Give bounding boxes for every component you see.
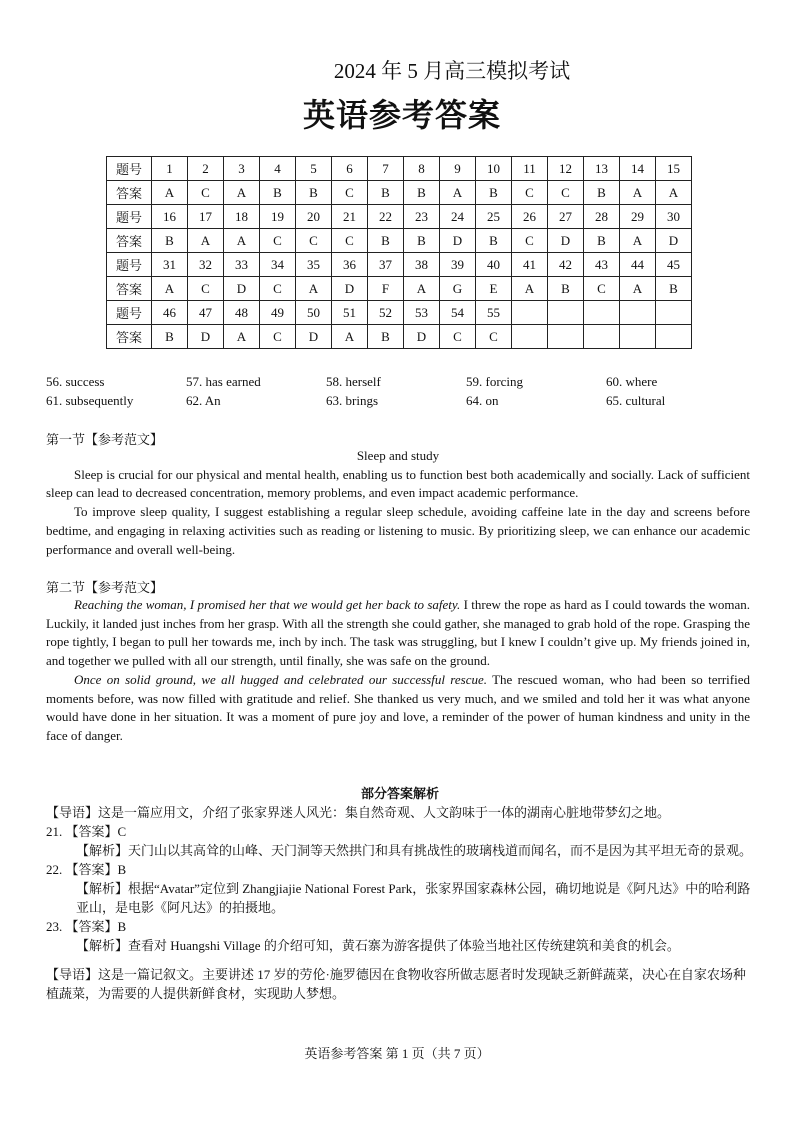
table-cell: E <box>476 277 512 301</box>
table-cell: A <box>296 277 332 301</box>
document-title: 英语参考答案 <box>302 96 501 134</box>
table-cell: 27 <box>548 205 584 229</box>
fill-blank-answer: 60. where <box>606 374 658 389</box>
answer-table-row <box>107 229 692 253</box>
row-label: 题号 <box>107 301 152 325</box>
table-cell: G <box>440 277 476 301</box>
table-cell: 4 <box>260 157 296 181</box>
fill-blank-answers <box>46 372 766 410</box>
table-cell: C <box>332 229 368 253</box>
answer-line: 21. 【答案】C <box>46 824 127 839</box>
answer-table-row <box>107 205 692 229</box>
table-cell: 17 <box>188 205 224 229</box>
table-cell: 2 <box>188 157 224 181</box>
table-cell: A <box>152 181 188 205</box>
row-label: 题号 <box>107 157 152 181</box>
table-cell: 53 <box>404 301 440 325</box>
table-cell: 8 <box>404 157 440 181</box>
section1-heading: 第一节【参考范文】 <box>46 432 164 447</box>
table-cell <box>512 325 548 349</box>
table-cell: C <box>260 229 296 253</box>
table-cell: A <box>332 325 368 349</box>
row-label: 答案 <box>107 277 152 301</box>
table-cell: A <box>512 277 548 301</box>
fill-blank-answer: 59. forcing <box>466 374 524 389</box>
fill-blank-answer: 58. herself <box>326 374 381 389</box>
table-cell: D <box>296 325 332 349</box>
fill-blank-row <box>46 372 766 391</box>
table-cell: C <box>584 277 620 301</box>
table-cell: 30 <box>656 205 692 229</box>
table-cell: 41 <box>512 253 548 277</box>
table-cell: C <box>296 229 332 253</box>
table-cell: A <box>620 277 656 301</box>
row-label: 答案 <box>107 181 152 205</box>
table-cell: 1 <box>152 157 188 181</box>
table-cell: B <box>584 181 620 205</box>
table-cell: B <box>476 229 512 253</box>
essay-paragraph: Sleep is crucial for our physical and mental health, enabling us to function best both academically and socially. Lack of sufficient sleep can lead to decreased concentration, memory problems, and even impact academic performance. <box>46 466 750 501</box>
table-cell: 49 <box>260 301 296 325</box>
table-cell: A <box>188 229 224 253</box>
table-cell: B <box>584 229 620 253</box>
table-cell: 48 <box>224 301 260 325</box>
table-cell: F <box>368 277 404 301</box>
fill-blank-row <box>46 391 766 410</box>
table-cell: A <box>620 229 656 253</box>
table-cell <box>584 301 620 325</box>
table-cell: A <box>620 181 656 205</box>
table-cell: A <box>404 277 440 301</box>
table-cell: C <box>512 181 548 205</box>
table-cell <box>620 301 656 325</box>
exam-title: 2024 年 5 月高三模拟考试 <box>333 59 571 83</box>
table-cell: B <box>656 277 692 301</box>
table-cell: D <box>656 229 692 253</box>
fill-blank-answer: 56. success <box>46 374 105 389</box>
table-cell: D <box>332 277 368 301</box>
section2-essay <box>46 596 750 746</box>
table-cell: A <box>152 277 188 301</box>
fill-blank-answer: 65. cultural <box>606 393 666 408</box>
table-cell: 44 <box>620 253 656 277</box>
paragraph-lead-sentence: Once on solid ground, we all hugged and celebrated our successful rescue. <box>74 671 487 687</box>
table-cell: 6 <box>332 157 368 181</box>
table-cell: 36 <box>332 253 368 277</box>
table-cell: B <box>152 229 188 253</box>
table-cell: 35 <box>296 253 332 277</box>
paragraph-body: I threw the rope as hard as I could towards the woman. Luckily, it landed just inches from her grasp. With all the strength she could gather, she managed to grab hold of the rope. Grasping the rope tightly, I began to pull her towards me, inch by inch. The task was struggling, but I knew I couldn’t give up. My friends joined in, and together we pulled with all our strength, until finally, she was safe on the ground. <box>46 597 750 669</box>
table-cell: 14 <box>620 157 656 181</box>
table-cell: D <box>188 325 224 349</box>
table-cell: 34 <box>260 253 296 277</box>
table-cell <box>584 325 620 349</box>
table-cell: C <box>260 277 296 301</box>
table-cell: 15 <box>656 157 692 181</box>
table-cell: C <box>332 181 368 205</box>
table-cell: 46 <box>152 301 188 325</box>
table-cell: D <box>548 229 584 253</box>
essay-title: Sleep and study <box>356 448 440 463</box>
table-cell: A <box>224 181 260 205</box>
table-cell: D <box>224 277 260 301</box>
fill-blank-answer: 62. An <box>186 393 221 408</box>
table-cell: 45 <box>656 253 692 277</box>
table-cell: C <box>476 325 512 349</box>
fill-blank-answer: 57. has earned <box>186 374 261 389</box>
table-cell: 12 <box>548 157 584 181</box>
explanation-text: 【解析】根据“Avatar”定位到 Zhangjiajie National Forest Park，张家界国家森林公园，确切地说是《阿凡达》中的哈利路亚山，是电影《阿凡达》的拍摄地。 <box>76 881 751 915</box>
table-cell: C <box>512 229 548 253</box>
essay-paragraph: To improve sleep quality, I suggest establishing a regular sleep schedule, avoiding caffeine late in the day and screens before bedtime, and engaging in relaxing activities such as reading or listening to music. By prioritizing sleep, we can enhance our academic performance and overall well-being. <box>46 504 750 557</box>
table-cell: B <box>368 325 404 349</box>
table-cell <box>656 325 692 349</box>
fill-blank-answer: 64. on <box>466 393 499 408</box>
row-label: 答案 <box>107 325 152 349</box>
table-cell: C <box>260 325 296 349</box>
table-cell: B <box>368 229 404 253</box>
fill-blank-answer: 63. brings <box>326 393 378 408</box>
table-cell: 18 <box>224 205 260 229</box>
paragraph-lead-sentence: Reaching the woman, I promised her that we would get her back to safety. <box>74 597 461 612</box>
answer-table-row <box>107 325 692 349</box>
table-cell: 42 <box>548 253 584 277</box>
table-cell: 37 <box>368 253 404 277</box>
table-cell: 51 <box>332 301 368 325</box>
table-cell <box>548 301 584 325</box>
table-cell: A <box>224 229 260 253</box>
table-cell: 10 <box>476 157 512 181</box>
section1-essay <box>46 447 750 559</box>
answer-line: 22. 【答案】B <box>46 862 127 877</box>
table-cell: B <box>476 181 512 205</box>
table-cell: 40 <box>476 253 512 277</box>
answer-table-row <box>107 277 692 301</box>
row-label: 题号 <box>107 253 152 277</box>
table-cell: C <box>188 181 224 205</box>
answer-table-row <box>107 181 692 205</box>
table-cell: D <box>404 325 440 349</box>
answer-table-row <box>107 301 692 325</box>
essay-paragraph <box>46 671 750 746</box>
row-label: 题号 <box>107 205 152 229</box>
answer-table-row <box>107 157 692 181</box>
table-cell: 5 <box>296 157 332 181</box>
analysis-heading: 部分答案解析 <box>360 786 439 801</box>
answer-table <box>106 156 692 349</box>
table-cell: 21 <box>332 205 368 229</box>
table-cell <box>656 301 692 325</box>
table-cell: 55 <box>476 301 512 325</box>
table-cell: B <box>260 181 296 205</box>
guide-text: 【导语】这是一篇记叙文。主要讲述 17 岁的劳伦·施罗德因在食物收容所做志愿者时发现缺乏新鲜蔬菜，决心在自家农场种植蔬菜，为需要的人提供新鲜食材，实现助人梦想。 <box>46 967 746 1001</box>
table-cell: 52 <box>368 301 404 325</box>
guide-text: 【导语】这是一篇应用文，介绍了张家界迷人风光：集自然奇观、人文韵味于一体的湖南心脏地带梦幻之地。 <box>46 805 671 820</box>
table-cell: 13 <box>584 157 620 181</box>
table-cell: 31 <box>152 253 188 277</box>
answer-table-row <box>107 253 692 277</box>
table-cell: 39 <box>440 253 476 277</box>
table-cell: C <box>188 277 224 301</box>
table-cell: 47 <box>188 301 224 325</box>
table-cell: A <box>656 181 692 205</box>
table-cell: 24 <box>440 205 476 229</box>
table-cell: 7 <box>368 157 404 181</box>
table-cell: 54 <box>440 301 476 325</box>
row-label: 答案 <box>107 229 152 253</box>
section2-heading: 第二节【参考范文】 <box>46 580 164 595</box>
table-cell: 3 <box>224 157 260 181</box>
table-cell: B <box>296 181 332 205</box>
page-footer: 英语参考答案 第 1 页（共 7 页） <box>304 1046 490 1061</box>
table-cell: 9 <box>440 157 476 181</box>
table-cell: B <box>152 325 188 349</box>
table-cell: C <box>440 325 476 349</box>
explanation-text: 【解析】天门山以其高耸的山峰、天门洞等天然拱门和具有挑战性的玻璃栈道而闻名，而不是因为其平坦无奇的景观。 <box>76 843 753 858</box>
table-cell: 26 <box>512 205 548 229</box>
table-cell: D <box>440 229 476 253</box>
table-cell <box>512 301 548 325</box>
fill-blank-answer: 61. subsequently <box>46 393 134 408</box>
table-cell: 32 <box>188 253 224 277</box>
table-cell: B <box>404 229 440 253</box>
table-cell: 19 <box>260 205 296 229</box>
essay-paragraph <box>46 596 750 671</box>
table-cell: 50 <box>296 301 332 325</box>
table-cell: B <box>368 181 404 205</box>
table-cell <box>620 325 656 349</box>
table-cell: C <box>548 181 584 205</box>
paragraph-body: The rescued woman, who had been so terrified moments before, was now filled with gratitude and relief. She thanked us very much, and we smiled and told her it was what anyone would have done in her situation. It was a moment of pure joy and love, a reminder of the power of human kindness and unity in the face of danger. <box>46 671 750 743</box>
answer-analysis <box>46 784 754 1003</box>
table-cell: 43 <box>584 253 620 277</box>
table-cell: 38 <box>404 253 440 277</box>
table-cell: A <box>224 325 260 349</box>
table-cell: 20 <box>296 205 332 229</box>
explanation-text: 【解析】查看对 Huangshi Village 的介绍可知，黄石寨为游客提供了体验当地社区传统建筑和美食的机会。 <box>76 938 680 953</box>
table-cell: B <box>548 277 584 301</box>
table-cell: 28 <box>584 205 620 229</box>
table-cell: A <box>440 181 476 205</box>
table-cell: 22 <box>368 205 404 229</box>
table-cell: 25 <box>476 205 512 229</box>
table-cell <box>548 325 584 349</box>
table-cell: B <box>404 181 440 205</box>
table-cell: 11 <box>512 157 548 181</box>
answer-line: 23. 【答案】B <box>46 919 127 934</box>
table-cell: 29 <box>620 205 656 229</box>
table-cell: 16 <box>152 205 188 229</box>
table-cell: 33 <box>224 253 260 277</box>
table-cell: 23 <box>404 205 440 229</box>
